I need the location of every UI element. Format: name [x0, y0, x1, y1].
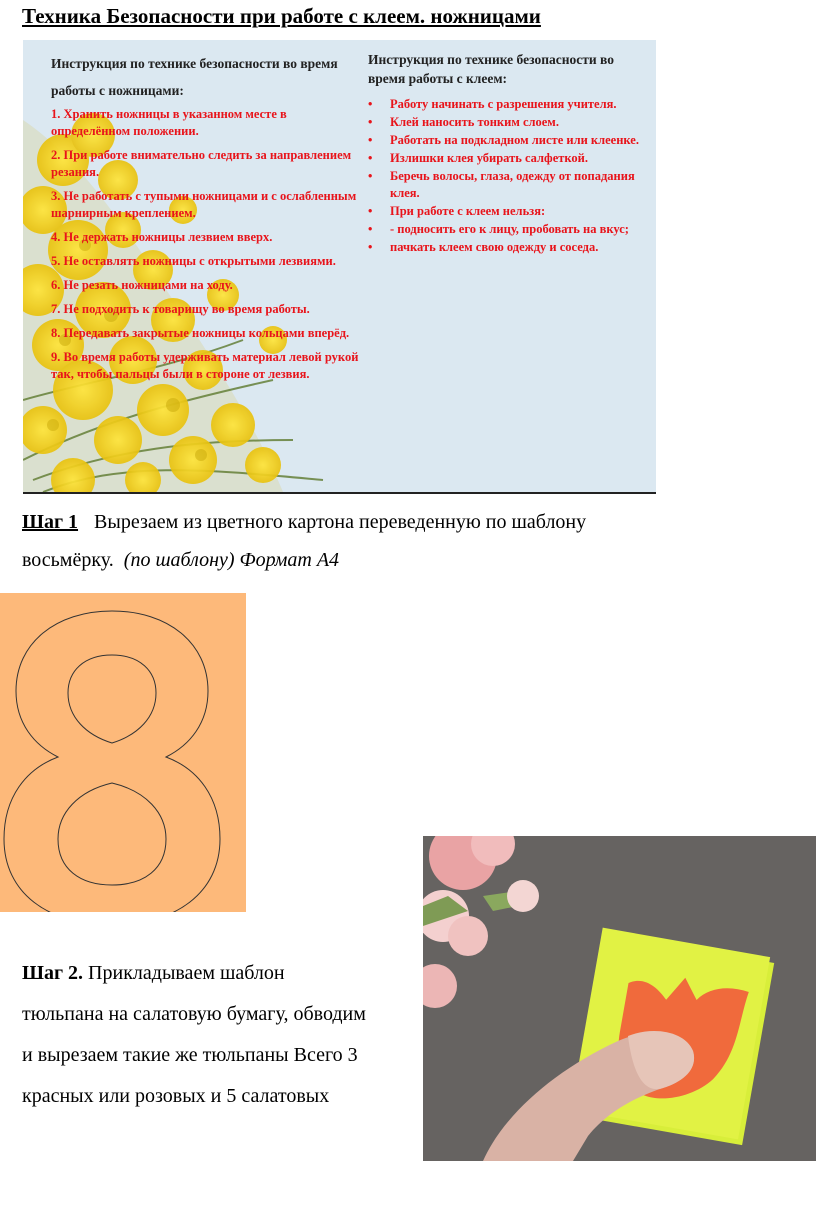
scissors-instructions — [51, 50, 363, 390]
scissors-rule: 2. При работе внимательно следить за направлением резания. — [51, 148, 352, 179]
glue-rule: • пачкать клеем свою одежду и соседа. — [368, 239, 640, 256]
tulip-cutout-photo — [423, 836, 816, 1161]
scissors-rule: 5. Не оставлять ножницы с открытыми лезвиями. — [51, 254, 336, 268]
scissors-rule: 4. Не держать ножницы лезвием вверх. — [51, 230, 273, 244]
scissors-rule: 9. Во время работы удерживать материал левой рукой так, чтобы пальцы были в стороне от лезвия. — [51, 350, 359, 381]
scissors-rule: 3. Не работать с тупыми ножницами и с ослабленным шарнирным креплением. — [51, 189, 357, 220]
glue-rules-list — [368, 96, 640, 256]
glue-rule: • Работать на подкладном листе или клеенке. — [368, 132, 640, 149]
step-2-text: Прикладываем шаблон тюльпана на салатовую бумагу, обводим и вырезаем такие же тюльпаны Всего 3 красных или розовых и 5 салатовых — [22, 962, 366, 1107]
figure-eight-template — [0, 593, 246, 912]
glue-heading: Инструкция по технике безопасности во время работы с клеем: — [368, 52, 614, 86]
scissors-rule: 1. Хранить ножницы в указанном месте в определённом положении. — [51, 107, 287, 138]
glue-rule: • Работу начинать с разрешения учителя. — [368, 96, 640, 113]
scissors-rule: 7. Не подходить к товарищу во время работы. — [51, 302, 310, 316]
glue-rule: • - подносить его к лицу, пробовать на вкус; — [368, 221, 640, 238]
glue-rule: • При работе с клеем нельзя: — [368, 203, 640, 220]
scissors-heading: Инструкция по технике безопасности во время работы с ножницами: — [51, 56, 338, 98]
glue-instructions — [368, 50, 640, 257]
glue-rule: • Беречь волосы, глаза, одежду от попадания клея. — [368, 168, 640, 202]
step-1 — [22, 503, 662, 579]
safety-poster — [23, 40, 656, 492]
step-1-label: Шаг 1 — [22, 511, 79, 533]
glue-rule: • Излишки клея убирать салфеткой. — [368, 150, 640, 167]
step-2-label: Шаг 2. — [22, 962, 84, 984]
step-2 — [22, 953, 367, 1117]
scissors-rule: 8. Передавать закрытые ножницы кольцами вперёд. — [51, 326, 350, 340]
scissors-rule: 6. Не резать ножницами на ходу. — [51, 278, 233, 292]
scissors-rules-list — [51, 106, 363, 383]
glue-rule: • Клей наносить тонким слоем. — [368, 114, 640, 131]
tulip-photo-illustration — [423, 836, 816, 1161]
section-divider — [23, 492, 656, 494]
step-1-note: (по шаблону) Формат А4 — [123, 549, 340, 571]
figure-eight-outline-icon — [0, 593, 246, 912]
document-title: Техника Безопасности при работе с клеем. ножницами — [22, 4, 541, 28]
step-1-text: Вырезаем из цветного картона переведенную по шаблону восьмёрку. — [22, 511, 587, 571]
